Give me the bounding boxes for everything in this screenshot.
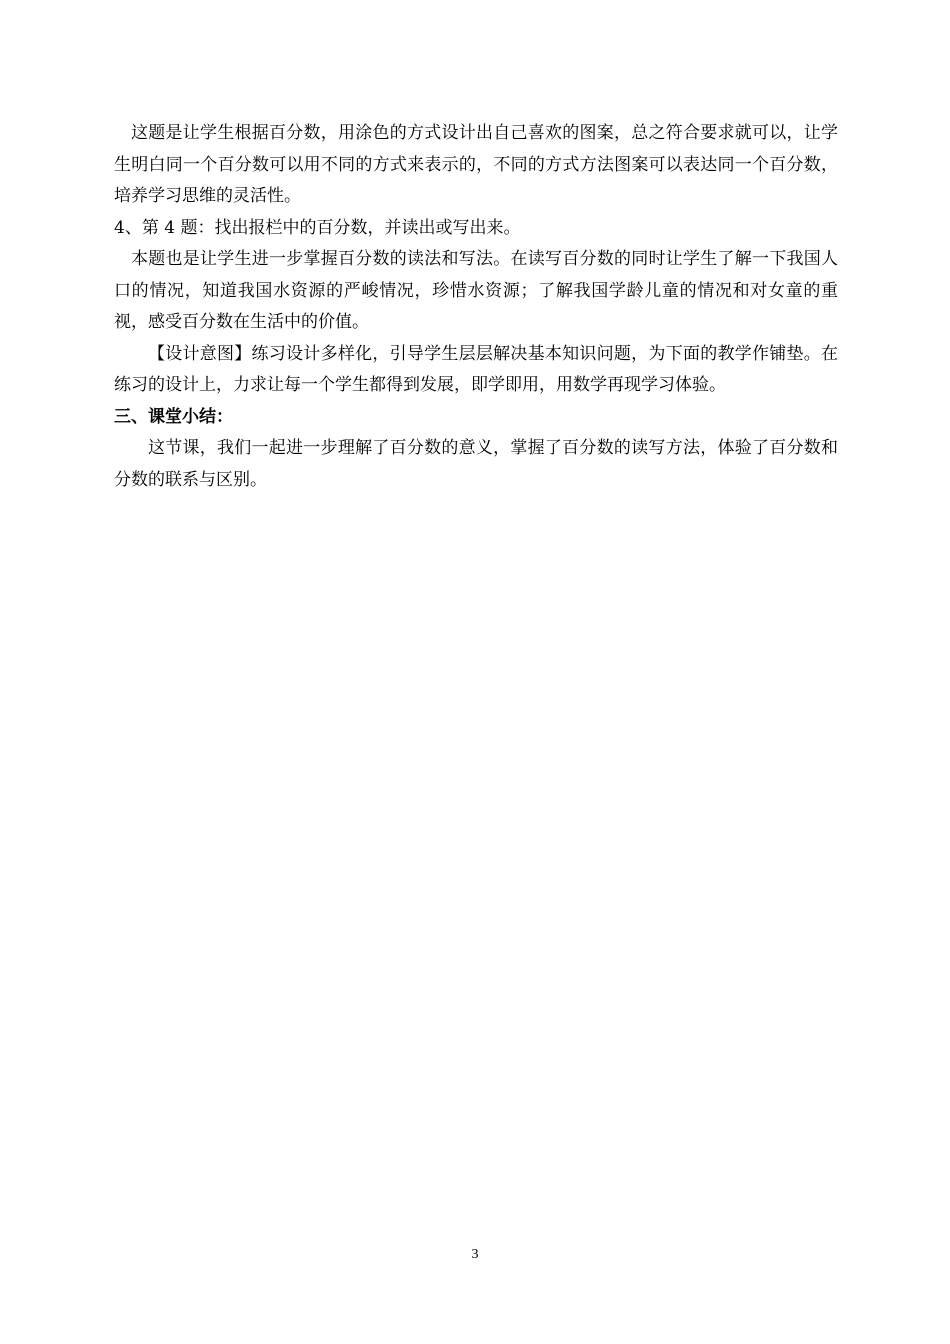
paragraph-design-intent: 【设计意图】练习设计多样化，引导学生层层解决基本知识问题，为下面的教学作铺垫。在练习的设计上，力求让每一个学生都得到发展，即学即用，用数学再现学习体验。: [114, 343, 838, 395]
section-heading-summary: 三、课堂小结：: [114, 406, 233, 427]
page-body: [114, 118, 838, 496]
paragraph-question-4: 4、第 4 题：找出报栏中的百分数，并读出或写出来。: [114, 217, 521, 238]
page-number: 3: [471, 1247, 479, 1262]
paragraph-reading-writing: 本题也是让学生进一步掌握百分数的读法和写法。在读写百分数的同时让学生了解一下我国人口的情况，知道我国水资源的严峻情况，珍惜水资源；了解我国学龄儿童的情况和对女童的重视，感受百分数在生活中的价值。: [114, 249, 838, 332]
paragraph-coloring-design: 这题是让学生根据百分数，用涂色的方式设计出自己喜欢的图案，总之符合要求就可以，让学生明白同一个百分数可以用不同的方式来表示的，不同的方式方法图案可以表达同一个百分数，培养学习思维的灵活性。: [114, 123, 838, 206]
paragraph-summary: 这节课，我们一起进一步理解了百分数的意义，掌握了百分数的读写方法，体验了百分数和分数的联系与区别。: [114, 438, 838, 490]
